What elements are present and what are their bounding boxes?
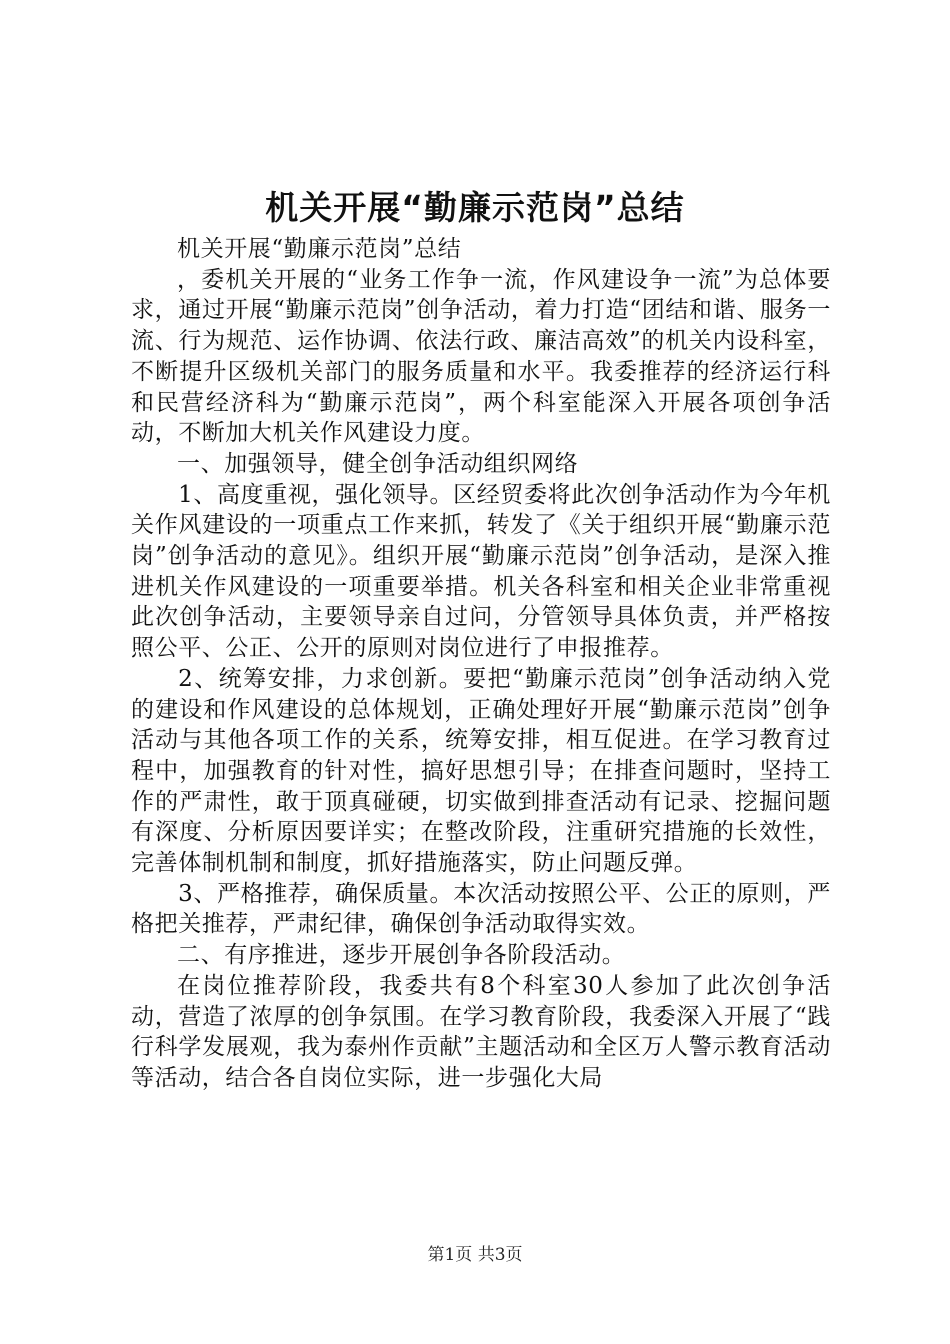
document-body [131, 234, 831, 1094]
paragraph-recommend-stage: 在岗位推荐阶段，我委共有8个科室30人参加了此次创争活动，营造了浓厚的创争氛围。在学习教育阶段，我委深入开展了“践行科学发展观，我为泰州作贡献”主题活动和全区万人警示教育活动等活动，结合各自岗位实际，进一步强化大局 [131, 972, 831, 1091]
paragraph-intro: ，委机关开展的“业务工作争一流，作风建设争一流”为总体要求，通过开展“勤廉示范岗”创争活动，着力打造“团结和谐、服务一流、行为规范、运作协调、依法行政、廉洁高效”的机关内设科室，不断提升区级机关部门的服务质量和水平。我委推荐的经济运行科和民营经济科为“勤廉示范岗”，两个科室能深入开展各项创争活动，不断加大机关作风建设力度。 [131, 266, 831, 447]
paragraph-item-1: 1、高度重视，强化领导。区经贸委将此次创争活动作为今年机关作风建设的一项重点工作来抓，转发了《关于组织开展“勤廉示范岗”创争活动的意见》。组织开展“勤廉示范岗”创争活动，是深入推进机关作风建设的一项重要举措。机关各科室和相关企业非常重视此次创争活动，主要领导亲自过问，分管领导具体负责，并严格按照公平、公正、公开的原则对岗位进行了申报推荐。 [131, 481, 831, 662]
paragraph-item-2: 2、统筹安排，力求创新。要把“勤廉示范岗”创争活动纳入党的建设和作风建设的总体规划，正确处理好开展“勤廉示范岗”创争活动与其他各项工作的关系，统筹安排，相互促进。在学习教育过程中，加强教育的针对性，搞好思想引导；在排查问题时，坚持工作的严肃性，敢于顶真碰硬，切实做到排查活动有记录、挖掘问题有深度、分析原因要详实；在整改阶段，注重研究措施的长效性，完善体制机制和制度，抓好措施落实，防止问题反弹。 [131, 665, 831, 877]
section-heading-2: 二、有序推进，逐步开展创争各阶段活动。 [177, 942, 626, 969]
section-heading-1: 一、加强领导，健全创争活动组织网络 [177, 450, 579, 477]
paragraph-item-3: 3、严格推荐，确保质量。本次活动按照公平、公正的原则，严格把关推荐，严肃纪律，确保创争活动取得实效。 [131, 880, 831, 938]
page-number-footer: 第1页 共3页 [427, 1245, 523, 1265]
document-title: 机关开展“勤廉示范岗”总结 [265, 188, 685, 227]
paragraph-heading-repeat: 机关开展“勤廉示范岗”总结 [177, 236, 462, 262]
